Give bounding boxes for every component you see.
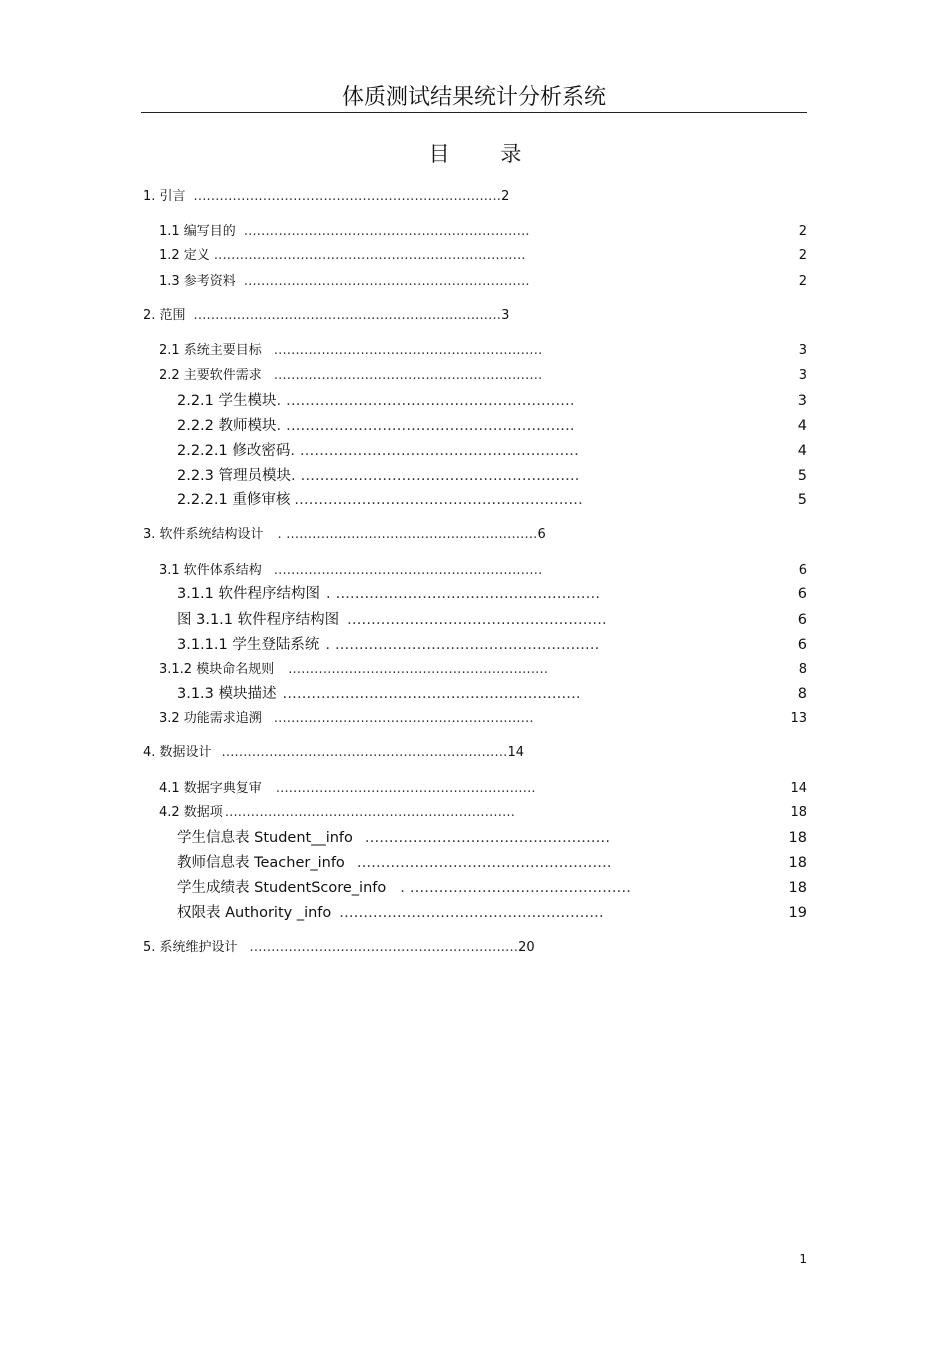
toc-entry-2-2[interactable]: 2.2 主要软件需求.............................................................. (159, 368, 543, 383)
toc-page-3-1-1: 6 (797, 586, 807, 602)
toc-entry-1-2[interactable]: 1.2 定义........................................................................ (159, 248, 526, 263)
toc-page-4-2: 18 (790, 805, 807, 820)
toc-entry-2-2-1[interactable]: 2.2.1 学生模块. ............................................................ (177, 393, 575, 409)
toc-page-2-2-2-1a: 4 (797, 443, 807, 459)
page-header-title: 体质测试结果统计分析系统 (341, 85, 606, 110)
toc-entry-3-1-2[interactable]: 3.1.2 模块命名规则............................................................ (159, 662, 549, 677)
toc-entry-3-1-1[interactable]: 3.1.1 软件程序结构图. ....................................................... (177, 586, 601, 602)
toc-page-2-2-2: 4 (797, 418, 807, 434)
toc-page-studentscore-info: 18 (788, 880, 807, 896)
toc-entry-3[interactable]: 3. 软件系统结构设计. ..........................................................6 (143, 527, 546, 542)
toc-entry-teacher-info[interactable]: 教师信息表 Teacher_info..................................................... (177, 855, 612, 871)
toc-entry-2-1[interactable]: 2.1 系统主要目标.............................................................. (159, 343, 543, 358)
toc-entry-1[interactable]: 1. 引言.......................................................................2 (143, 189, 510, 204)
toc-entry-3-1-1-1[interactable]: 3.1.1.1 学生登陆系统. ....................................................... (177, 637, 600, 653)
toc-entry-3-1-3[interactable]: 3.1.3 模块描述.............................................................. (177, 686, 581, 702)
toc-page-3-1: 6 (798, 563, 807, 578)
toc-page-2-2: 3 (798, 368, 807, 383)
toc-page-authority-info: 19 (788, 905, 807, 921)
toc-entry-studentscore-info[interactable]: 学生成绩表 StudentScore_info. .............................................. (177, 880, 632, 896)
toc-page-2-2-3: 5 (797, 468, 807, 484)
toc-entry-3-1[interactable]: 3.1 软件体系结构.............................................................. (159, 563, 543, 578)
toc-page-student-info: 18 (788, 830, 807, 846)
toc-entry-2-2-2-1a[interactable]: 2.2.2.1 修改密码. .......................................................... (177, 443, 579, 459)
toc-page-2-2-1: 3 (797, 393, 807, 409)
toc-entry-2[interactable]: 2. 范围.......................................................................3 (143, 308, 510, 323)
toc-entry-authority-info[interactable]: 权限表 Authority _info....................................................... (177, 905, 604, 921)
toc-entry-1-3[interactable]: 1.3 参考资料.................................................................. (159, 274, 530, 289)
toc-entry-5[interactable]: 5. 系统维护设计..............................................................20 (143, 940, 535, 955)
toc-entry-student-info[interactable]: 学生信息表 Student__info................................................... (177, 830, 611, 846)
toc-entry-2-2-2-1b[interactable]: 2.2.2.1 重修审核............................................................ (177, 492, 583, 508)
toc-page-4-1: 14 (790, 781, 807, 796)
toc-page-2-2-2-1b: 5 (797, 492, 807, 508)
toc-entry-1-1[interactable]: 1.1 编写目的.................................................................. (159, 224, 530, 239)
toc-entry-3-2[interactable]: 3.2 功能需求追溯............................................................ (159, 711, 534, 726)
toc-page-1-3: 2 (798, 274, 807, 289)
toc-entry-fig-3-1-1[interactable]: 图 3.1.1 软件程序结构图...................................................... (177, 612, 607, 628)
toc-page-3-1-1-1: 6 (797, 637, 807, 653)
toc-entry-4-1[interactable]: 4.1 数据字典复审............................................................ (159, 781, 536, 796)
toc-page-1-2: 2 (798, 248, 807, 263)
toc-page-2-1: 3 (798, 343, 807, 358)
toc-page-3-1-3: 8 (797, 686, 807, 702)
toc-entry-4-2[interactable]: 4.2 数据项................................................................... (159, 805, 516, 820)
toc-page-3-1-2: 8 (798, 662, 807, 677)
toc-page-1-1: 2 (798, 224, 807, 239)
toc-entry-2-2-3[interactable]: 2.2.3 管理员模块. .......................................................... (177, 468, 580, 484)
toc-entry-2-2-2[interactable]: 2.2.2 教师模块. ............................................................ (177, 418, 575, 434)
toc-page-fig-3-1-1: 6 (797, 612, 807, 628)
toc-entry-4[interactable]: 4. 数据设计..................................................................14 (143, 745, 525, 760)
toc-page-teacher-info: 18 (788, 855, 807, 871)
toc-title: 目 录 (428, 142, 544, 166)
toc-page-3-2: 13 (790, 711, 807, 726)
page-number: 1 (799, 1252, 807, 1266)
